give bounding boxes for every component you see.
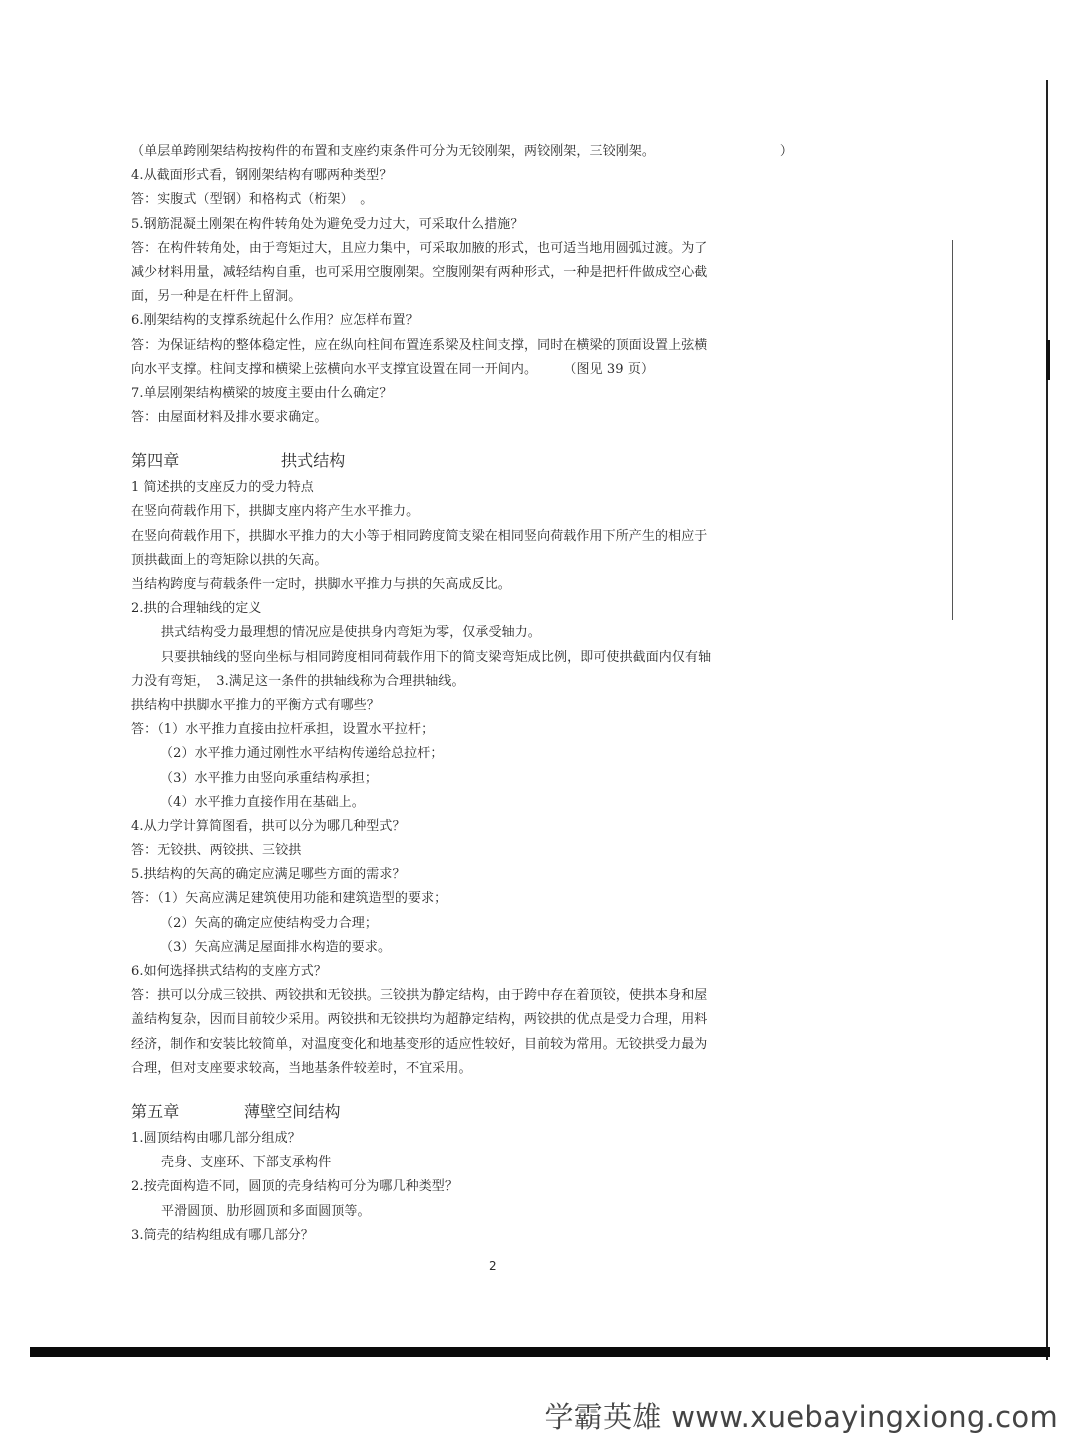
question: 2.按壳面构造不同，圆顶的壳身结构可分为哪几种类型？ [131, 1179, 459, 1195]
question: 4.从力学计算简图看，拱可以分为哪几种型式？ [131, 818, 406, 834]
text-line: 拱式结构受力最理想的情况应是使拱身内弯矩为零，仅承受轴力。 [161, 625, 541, 641]
chapter-number: 第五章 [131, 1101, 180, 1121]
answer: 答：在构件转角处，由于弯矩过大，且应力集中，可采取加腋的形式，也可适当地用圆弧过渡。为了 [131, 240, 708, 256]
answer: 答：为保证结构的整体稳定性，应在纵向柱间布置连系梁及柱间支撑，同时在横梁的顶面设置上弦横 [131, 337, 708, 353]
answer: 答：拱可以分成三铰拱、两铰拱和无铰拱。三铰拱为静定结构，由于跨中存在着顶铰，使拱本身和屋 [131, 988, 708, 1004]
question: 拱结构中拱脚水平推力的平衡方式有哪些？ [131, 697, 380, 713]
list-item: （3）水平推力由竖向承重结构承担； [160, 770, 378, 786]
text-line: （单层单跨刚架结构按构件的布置和支座约束条件可分为无铰刚架，两铰刚架，三铰刚架。 ） [131, 140, 781, 164]
text-line: 经济，制作和安装比较简单，对温度变化和地基变形的适应性较好，目前较为常用。无铰拱受力最为 [131, 1036, 708, 1052]
text-line: 在竖向荷载作用下，拱脚水平推力的大小等于相同跨度简支梁在相同竖向荷载作用下所产生的相应于 [131, 528, 708, 544]
list-item: （4）水平推力直接作用在基础上。 [160, 794, 365, 810]
question: 6.如何选择拱式结构的支座方式？ [131, 964, 328, 979]
text-line: 当结构跨度与荷载条件一定时，拱脚水平推力与拱的矢高成反比。 [131, 577, 511, 592]
chapter-title: 薄壁空间结构 [244, 1101, 341, 1121]
answer: 答：由屋面材料及排水要求确定。 [131, 410, 328, 426]
page-number: 2 [489, 1259, 497, 1273]
chapter-number: 第四章 [131, 451, 180, 471]
question: 7.单层刚架结构横梁的坡度主要由什么确定？ [131, 385, 393, 401]
text-line: 在竖向荷载作用下，拱脚支座内将产生水平推力。 [131, 504, 420, 520]
question: 6.刚架结构的支撑系统起什么作用？应怎样布置？ [131, 313, 419, 329]
text-line: 向水平支撑。柱间支撑和横梁上弦横向水平支撑宜设置在同一开间内。 （图见 39 页） [131, 361, 655, 377]
text-line: 力没有弯矩， 3.满足这一条件的拱轴线称为合理拱轴线。 [131, 673, 465, 689]
text-line: 合理，但对支座要求较高，当地基条件较差时，不宜采用。 [131, 1060, 472, 1076]
answer: 答：（1）矢高应满足建筑使用功能和建筑造型的要求； [131, 891, 448, 907]
answer: 壳身、支座环、下部支承构件 [161, 1155, 332, 1171]
text-line: 面，另一种是在杆件上留洞。 [131, 289, 302, 305]
question: 5.拱结构的矢高的确定应满足哪些方面的需求？ [131, 867, 406, 883]
answer: 答：无铰拱、两铰拱、三铰拱 [131, 843, 302, 859]
question: 1.圆顶结构由哪几部分组成？ [131, 1130, 301, 1146]
text-line: 减少材料用量，减轻结构自重，也可采用空腹刚架。空腹刚架有两种形式，一种是把杆件做成空心截 [131, 264, 708, 280]
scan-artifact-mark [1046, 340, 1050, 380]
question: 1 简述拱的支座反力的受力特点 [131, 480, 314, 496]
answer: 答：实腹式（型钢）和格构式（桁架） 。 [131, 192, 374, 208]
bottom-bar [30, 1347, 1050, 1357]
list-item: （3）矢高应满足屋面排水构造的要求。 [160, 939, 392, 955]
site-watermark: 学霸英雄 www.xuebayingxiong.com [544, 1400, 1058, 1434]
chapter-title: 拱式结构 [281, 451, 346, 471]
question: 2.拱的合理轴线的定义 [131, 601, 262, 617]
question: 4.从截面形式看，钢刚架结构有哪两种类型？ [131, 168, 393, 184]
list-item: （2）矢高的确定应使结构受力合理； [160, 915, 378, 931]
question: 3.筒壳的结构组成有哪几部分？ [131, 1227, 314, 1243]
text-line: 盖结构复杂，因而目前较少采用。两铰拱和无铰拱均为超静定结构，两铰拱的优点是受力合理，用料 [131, 1012, 708, 1028]
document-body [131, 140, 793, 1248]
question: 5.钢筋混凝土刚架在构件转角处为避免受力过大，可采取什么措施？ [131, 216, 524, 232]
close-paren: ） [779, 144, 793, 159]
answer: 答：（1）水平推力直接由拉杆承担，设置水平拉杆； [131, 722, 435, 738]
list-item: （2）水平推力通过刚性水平结构传递给总拉杆； [160, 746, 444, 762]
scan-artifact-line [952, 240, 953, 620]
text-line: 只要拱轴线的竖向坐标与相同跨度相同荷载作用下的简支梁弯矩成比例，即可使拱截面内仅有轴 [161, 649, 712, 665]
chapter-heading [131, 1097, 781, 1127]
chapter-heading [131, 446, 781, 476]
answer: 平滑圆顶、肋形圆顶和多面圆顶等。 [161, 1203, 371, 1219]
text-line: 顶拱截面上的弯矩除以拱的矢高。 [131, 552, 328, 568]
scan-edge-line [1046, 80, 1048, 1360]
